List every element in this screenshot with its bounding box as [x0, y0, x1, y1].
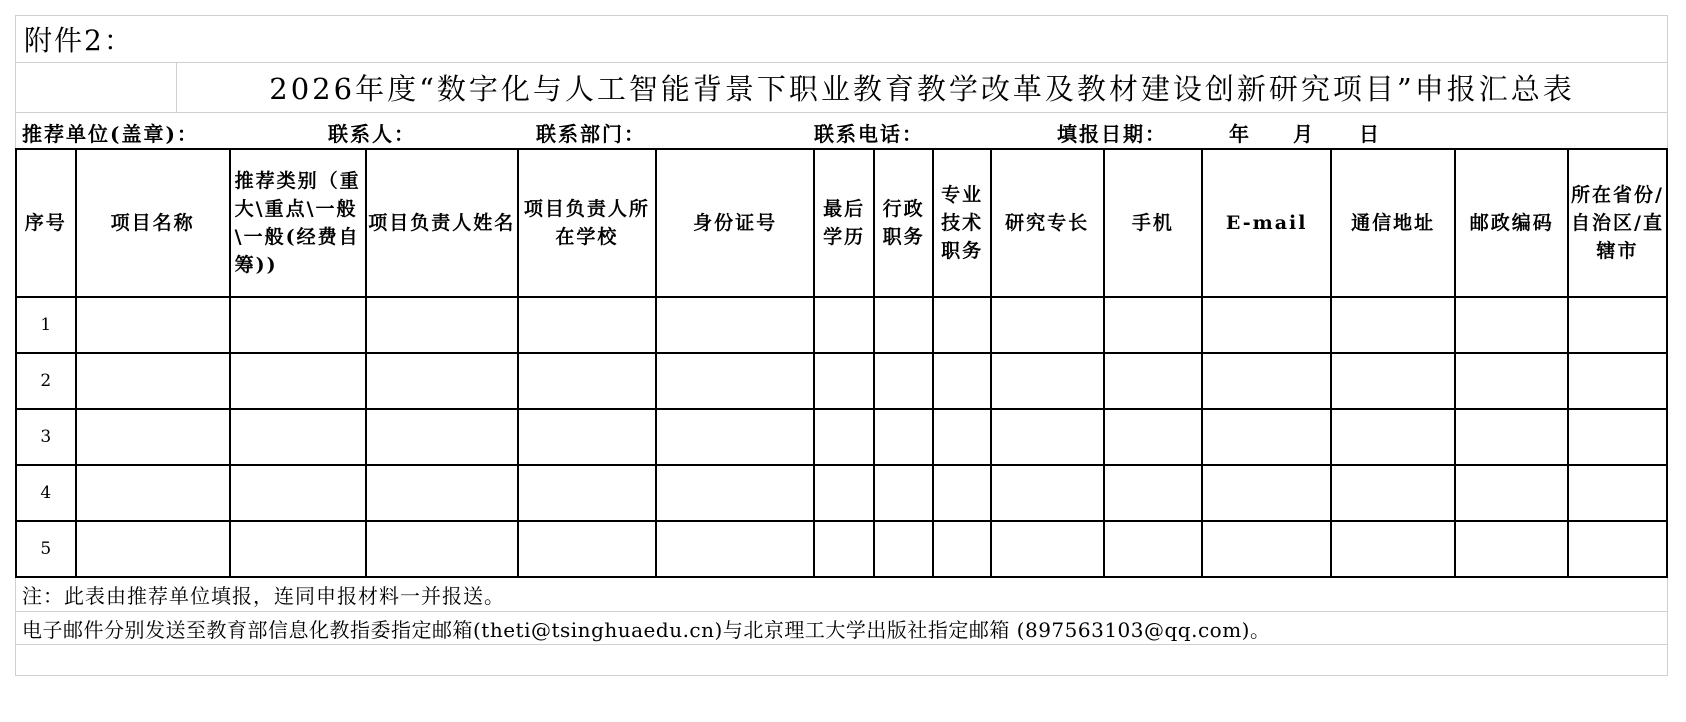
table-cell[interactable]: [874, 521, 934, 577]
table-cell[interactable]: [656, 465, 814, 521]
table-cell[interactable]: [933, 521, 990, 577]
department-label: 联系部门：: [536, 122, 646, 146]
table-cell[interactable]: [656, 409, 814, 465]
table-cell[interactable]: [76, 521, 230, 577]
table-cell[interactable]: [1104, 465, 1203, 521]
row-index-cell: 5: [16, 521, 76, 577]
table-cell[interactable]: [366, 465, 518, 521]
table-cell[interactable]: [76, 409, 230, 465]
table-cell[interactable]: [933, 297, 990, 353]
table-cell[interactable]: [1331, 353, 1455, 409]
header-leader-name: 项目负责人姓名: [366, 149, 518, 297]
form-title: 2026年度“数字化与人工智能背景下职业教育教学改革及教材建设创新研究项目”申报汇总表: [269, 72, 1575, 106]
table-cell[interactable]: [656, 297, 814, 353]
table-cell[interactable]: [814, 465, 874, 521]
table-cell[interactable]: [1331, 465, 1455, 521]
day-label: 日: [1359, 122, 1381, 146]
attachment-label: 附件2：: [24, 24, 134, 57]
table-cell[interactable]: [518, 297, 656, 353]
title-row: [15, 63, 1668, 113]
email-note-row: [15, 612, 1668, 645]
table-cell[interactable]: [1331, 521, 1455, 577]
table-row: [16, 297, 1667, 353]
header-leader-school: 项目负责人所在学校: [518, 149, 656, 297]
table-cell[interactable]: [518, 353, 656, 409]
header-professional-title: 专业技术职务: [933, 149, 990, 297]
table-cell[interactable]: [1455, 409, 1568, 465]
blank-cell: [16, 63, 177, 112]
header-province: 所在省份/自治区/直辖市: [1568, 149, 1667, 297]
table-cell[interactable]: [814, 353, 874, 409]
table-cell[interactable]: [1568, 521, 1667, 577]
table-cell[interactable]: [1455, 521, 1568, 577]
spreadsheet-form: [15, 15, 1668, 676]
table-cell[interactable]: [1202, 465, 1331, 521]
table-cell[interactable]: [814, 409, 874, 465]
table-cell[interactable]: [991, 409, 1104, 465]
table-cell[interactable]: [1568, 353, 1667, 409]
table-cell[interactable]: [366, 297, 518, 353]
table-row: [16, 353, 1667, 409]
table-cell[interactable]: [518, 465, 656, 521]
table-cell[interactable]: [933, 353, 990, 409]
meta-row: [15, 113, 1668, 148]
table-header-row: [16, 149, 1667, 297]
table-cell[interactable]: [1331, 297, 1455, 353]
table-cell[interactable]: [76, 353, 230, 409]
table-cell[interactable]: [874, 353, 934, 409]
attachment-label-row: [15, 15, 1668, 63]
header-admin-position: 行政职务: [874, 149, 934, 297]
table-cell[interactable]: [814, 521, 874, 577]
table-cell[interactable]: [814, 297, 874, 353]
table-cell[interactable]: [230, 521, 366, 577]
month-label: 月: [1293, 122, 1315, 146]
table-cell[interactable]: [76, 297, 230, 353]
header-education: 最后学历: [814, 149, 874, 297]
unit-label: 推荐单位(盖章)：: [22, 122, 199, 146]
table-cell[interactable]: [518, 409, 656, 465]
table-cell[interactable]: [1568, 409, 1667, 465]
header-email: E-mail: [1202, 149, 1331, 297]
table-cell[interactable]: [874, 409, 934, 465]
table-cell[interactable]: [1568, 465, 1667, 521]
header-mobile: 手机: [1104, 149, 1203, 297]
header-postcode: 邮政编码: [1455, 149, 1568, 297]
header-index: 序号: [16, 149, 76, 297]
table-cell[interactable]: [230, 465, 366, 521]
note-row: [15, 578, 1668, 612]
table-cell[interactable]: [230, 409, 366, 465]
header-research-field: 研究专长: [991, 149, 1104, 297]
table-cell[interactable]: [1455, 465, 1568, 521]
table-cell[interactable]: [991, 353, 1104, 409]
table-cell[interactable]: [1104, 521, 1203, 577]
table-cell[interactable]: [1104, 297, 1203, 353]
row-index-cell: 1: [16, 297, 76, 353]
year-label: 年: [1229, 122, 1251, 146]
table-cell[interactable]: [1202, 521, 1331, 577]
table-cell[interactable]: [366, 409, 518, 465]
blank-row: [15, 645, 1668, 676]
table-row: [16, 521, 1667, 577]
row-index-cell: 4: [16, 465, 76, 521]
contact-label: 联系人：: [328, 122, 416, 146]
table-cell[interactable]: [656, 521, 814, 577]
table-cell[interactable]: [1202, 409, 1331, 465]
table-cell[interactable]: [230, 353, 366, 409]
table-row: [16, 409, 1667, 465]
table-cell[interactable]: [874, 465, 934, 521]
row-index-cell: 3: [16, 409, 76, 465]
date-label: 填报日期：: [1057, 122, 1167, 146]
email-note-text: 电子邮件分别发送至教育部信息化教指委指定邮箱(theti@tsinghuaedu.cn)与北京理工大学出版社指定邮箱 (897563103@qq.com)。: [22, 617, 1271, 642]
table-cell[interactable]: [1104, 409, 1203, 465]
table-cell[interactable]: [874, 297, 934, 353]
table-cell[interactable]: [656, 353, 814, 409]
table-cell[interactable]: [1568, 297, 1667, 353]
header-address: 通信地址: [1331, 149, 1455, 297]
phone-label: 联系电话：: [814, 122, 924, 146]
table-cell[interactable]: [518, 521, 656, 577]
table-cell[interactable]: [1202, 353, 1331, 409]
summary-table: [15, 148, 1668, 578]
table-cell[interactable]: [1104, 353, 1203, 409]
note-text: 注：此表由推荐单位填报，连同申报材料一并报送。: [22, 584, 505, 608]
header-category: 推荐类别（重大\重点\一般\一般(经费自筹)): [230, 149, 366, 297]
table-cell[interactable]: [991, 465, 1104, 521]
table-cell[interactable]: [1331, 409, 1455, 465]
table-cell[interactable]: [76, 465, 230, 521]
table-cell[interactable]: [991, 521, 1104, 577]
row-index-cell: 2: [16, 353, 76, 409]
table-cell[interactable]: [230, 297, 366, 353]
table-cell[interactable]: [933, 409, 990, 465]
header-id-number: 身份证号: [656, 149, 814, 297]
table-cell[interactable]: [991, 297, 1104, 353]
table-cell[interactable]: [1455, 353, 1568, 409]
table-cell[interactable]: [933, 465, 990, 521]
table-row: [16, 465, 1667, 521]
table-cell[interactable]: [366, 521, 518, 577]
header-project-name: 项目名称: [76, 149, 230, 297]
table-cell[interactable]: [366, 353, 518, 409]
table-cell[interactable]: [1455, 297, 1568, 353]
table-cell[interactable]: [1202, 297, 1331, 353]
